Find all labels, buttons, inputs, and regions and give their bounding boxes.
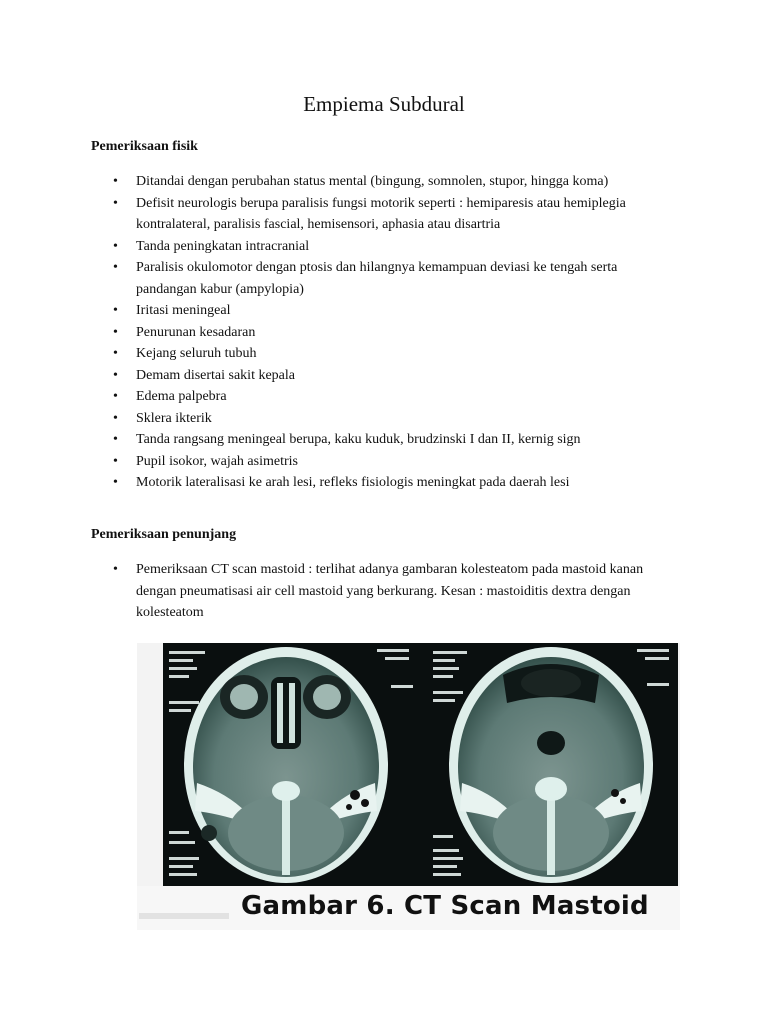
list-item: • Tanda peningkatan intracranial xyxy=(91,236,681,258)
section-heading-pemeriksaan-fisik: Pemeriksaan fisik xyxy=(91,139,198,154)
list-item: • Motorik lateralisasi ke arah lesi, refleks fisiologis meningkat pada daerah lesi xyxy=(91,472,681,494)
list-item: • Demam disertai sakit kepala xyxy=(91,365,681,387)
list-item: • Edema palpebra xyxy=(91,386,681,408)
bullet-list-pemeriksaan-penunjang xyxy=(91,559,681,624)
bullet-list-pemeriksaan-fisik xyxy=(91,171,681,494)
ct-scan-image xyxy=(137,643,680,930)
list-item: • Iritasi meningeal xyxy=(91,300,681,322)
document-title: Empiema Subdural xyxy=(303,92,465,116)
figure-caption: Gambar 6. CT Scan Mastoid xyxy=(241,891,649,921)
list-item: • Ditandai dengan perubahan status mental (bingung, somnolen, stupor, hingga koma) xyxy=(91,171,681,193)
list-item: • Sklera ikterik xyxy=(91,408,681,430)
list-item: • Pemeriksaan CT scan mastoid : terlihat adanya gambaran kolesteatom pada mastoid kanan dengan pneumatisasi air cell mastoid yang berkurang. Kesan : mastoiditis dextra dengan kolesteatom xyxy=(91,559,681,624)
list-item: • Tanda rangsang meningeal berupa, kaku kuduk, brudzinski I dan II, kernig sign xyxy=(91,429,681,451)
list-item: • Paralisis okulomotor dengan ptosis dan hilangnya kemampuan deviasi ke tengah serta pandangan kabur (ampylopia) xyxy=(91,257,681,300)
list-item: • Kejang seluruh tubuh xyxy=(91,343,681,365)
section-heading-pemeriksaan-penunjang: Pemeriksaan penunjang xyxy=(91,527,237,542)
ct-scan-figure xyxy=(137,643,680,930)
list-item: • Defisit neurologis berupa paralisis fungsi motorik seperti : hemiparesis atau hemiplegia kontralateral, paralisis fascial, hemisensori, aphasia atau disartria xyxy=(91,193,681,236)
list-item: • Penurunan kesadaran xyxy=(91,322,681,344)
list-item: • Pupil isokor, wajah asimetris xyxy=(91,451,681,473)
